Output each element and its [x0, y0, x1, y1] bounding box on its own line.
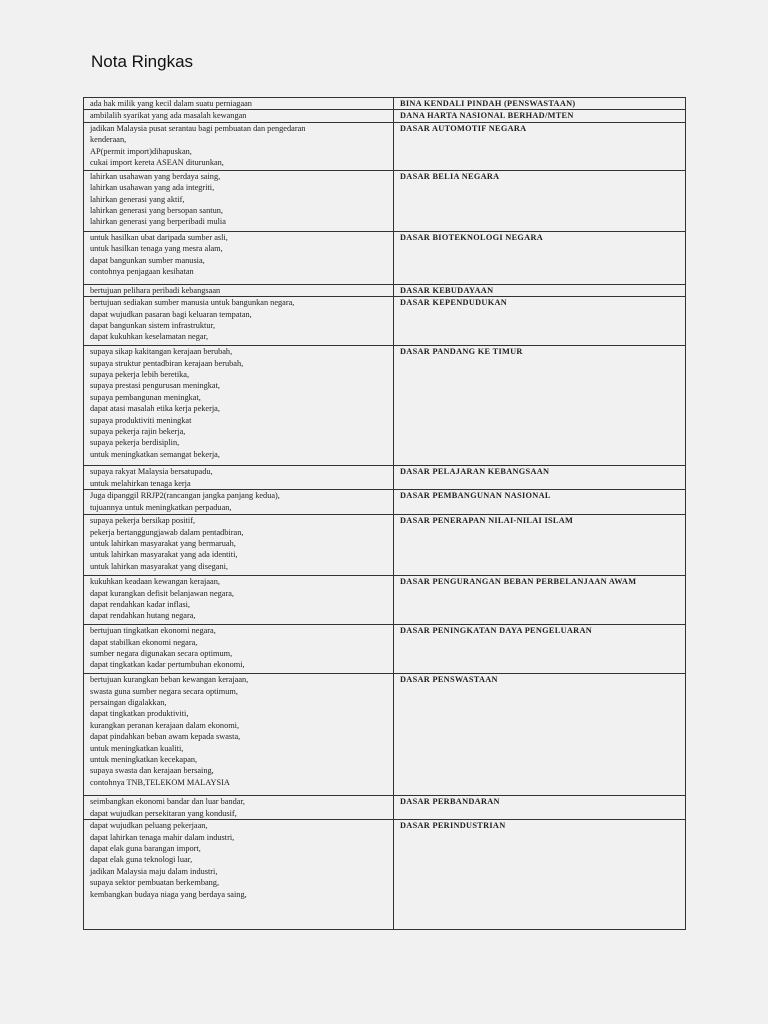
table-row — [84, 110, 686, 122]
description-cell — [84, 170, 394, 231]
policy-name-cell: DASAR PERINDUSTRIAN — [394, 820, 686, 930]
table-row — [84, 576, 686, 625]
description-line: dapat stabilkan ekonomi negara, — [90, 637, 198, 647]
table-row — [84, 170, 686, 231]
description-line: pekerja bertanggungjawab dalam pentadbiran, — [90, 527, 244, 537]
description-cell — [84, 110, 394, 122]
description-line: untuk hasilkan tenaga yang mesra alam, — [90, 244, 223, 254]
description-line: AP(permit import)dihapuskan, — [90, 146, 192, 156]
description-line: untuk meningkatkan kecekapan, — [90, 755, 198, 765]
description-cell — [84, 98, 394, 110]
description-line: supaya prestasi pengurusan meningkat, — [90, 381, 220, 391]
description-line: kenderaan, — [90, 135, 127, 145]
description-cell — [84, 796, 394, 820]
description-line: kembangkan budaya niaga yang berdaya saing, — [90, 889, 247, 899]
description-line: supaya rakyat Malaysia bersatupadu, — [90, 467, 213, 477]
description-line: supaya pembangunan meningkat, — [90, 392, 201, 402]
description-cell — [84, 284, 394, 296]
description-line: supaya struktur pentadbiran kerajaan berubah, — [90, 358, 244, 368]
description-line: tujuannya untuk meningkatkan perpaduan, — [90, 502, 232, 512]
policy-name-cell: DASAR BIOTEKNOLOGI NEGARA — [394, 231, 686, 284]
policy-name-cell: DASAR PEMBANGUNAN NASIONAL — [394, 490, 686, 515]
description-line: dapat elak guna barangan import, — [90, 844, 201, 854]
description-line: dapat wujudkan peluang pekerjaan, — [90, 821, 208, 831]
description-line: lahirkan generasi yang bersopan santun, — [90, 206, 223, 216]
table-row — [84, 490, 686, 515]
description-line: jadikan Malaysia maju dalam industri, — [90, 866, 218, 876]
description-line: untuk lahirkan masyarakat yang disegani, — [90, 561, 229, 571]
description-line: swasta guna sumber negara secara optimum, — [90, 686, 238, 696]
description-line: bertujuan kurangkan beban kewangan kerajaan, — [90, 675, 249, 685]
description-cell — [84, 515, 394, 576]
description-line: kurangkan peranan kerajaan dalam ekonomi, — [90, 720, 240, 730]
description-line: supaya sikap kakitangan kerajaan berubah, — [90, 347, 233, 357]
description-line: supaya pekerja rajin bekerja, — [90, 427, 186, 437]
table-row — [84, 284, 686, 296]
description-line: dapat elak guna teknologi luar, — [90, 855, 193, 865]
description-cell — [84, 625, 394, 674]
policy-name-cell: DASAR BELIA NEGARA — [394, 170, 686, 231]
table-row — [84, 98, 686, 110]
policy-name-cell: DANA HARTA NASIONAL BERHAD/MTEN — [394, 110, 686, 122]
table-row — [84, 297, 686, 346]
description-line: bertujuan pelihara peribadi kebangsaan — [90, 285, 221, 295]
table-row — [84, 674, 686, 796]
policy-name-cell: DASAR PANDANG KE TIMUR — [394, 346, 686, 466]
description-cell — [84, 576, 394, 625]
description-line: lahirkan generasi yang aktif, — [90, 194, 185, 204]
description-line: dapat rendahkan kadar inflasi, — [90, 600, 190, 610]
description-line: contohnya penjagaan kesihatan — [90, 267, 194, 277]
description-cell — [84, 674, 394, 796]
description-line: ada hak milik yang kecil dalam suatu perniagaan — [90, 99, 252, 108]
description-line: dapat kurangkan defisit belanjawan negara, — [90, 588, 234, 598]
description-line: supaya pekerja berdisiplin, — [90, 438, 180, 448]
description-line: untuk hasilkan ubat daripada sumber asli, — [90, 232, 228, 242]
description-line: bertujuan tingkatkan ekonomi negara, — [90, 626, 216, 636]
description-line: supaya produktiviti meningkat — [90, 415, 192, 425]
description-line: supaya pekerja bersikap positif, — [90, 516, 196, 526]
description-line: untuk lahirkan masyarakat yang bermaruah, — [90, 539, 236, 549]
page-title: Nota Ringkas — [91, 52, 194, 71]
table-row — [84, 466, 686, 490]
policy-name-cell: DASAR PELAJARAN KEBANGSAAN — [394, 466, 686, 490]
description-line: untuk meningkatkan kualiti, — [90, 743, 184, 753]
description-line: dapat atasi masalah etika kerja pekerja, — [90, 404, 220, 414]
description-line: bertujuan sediakan sumber manusia untuk bangunkan negara, — [90, 298, 295, 308]
description-line: dapat bangunkan sumber manusia, — [90, 255, 205, 265]
description-line: dapat pindahkan beban awam kepada swasta, — [90, 732, 241, 742]
description-line: lahirkan usahawan yang ada integriti, — [90, 183, 215, 193]
policy-name-cell: DASAR PENGURANGAN BEBAN PERBELANJAAN AWAM — [394, 576, 686, 625]
description-line: Juga dipanggil RRJP2(rancangan jangka panjang kedua), — [90, 491, 280, 501]
description-cell — [84, 820, 394, 930]
policy-name-cell: DASAR KEPENDUDUKAN — [394, 297, 686, 346]
table-row — [84, 231, 686, 284]
description-line: cukai import kereta ASEAN diturunkan, — [90, 158, 224, 168]
notes-table-body — [84, 98, 686, 930]
description-line: untuk melahirkan tenaga kerja — [90, 478, 191, 488]
description-line: lahirkan usahawan yang berdaya saing, — [90, 171, 221, 181]
notes-table — [83, 97, 686, 930]
table-row — [84, 796, 686, 820]
description-line: sumber negara digunakan secara optimum, — [90, 649, 233, 659]
description-line: supaya sektor pembuatan berkembang, — [90, 878, 220, 888]
table-row — [84, 515, 686, 576]
description-line: seimbangkan ekonomi bandar dan luar bandar, — [90, 797, 245, 807]
description-line: dapat bangunkan sistem infrastruktur, — [90, 321, 216, 331]
description-line: ambilalih syarikat yang ada masalah kewangan — [90, 111, 247, 121]
description-line: dapat lahirkan tenaga mahir dalam industri, — [90, 832, 235, 842]
description-cell — [84, 297, 394, 346]
description-cell — [84, 122, 394, 170]
description-cell — [84, 490, 394, 515]
description-line: dapat kukuhkan keselamatan negar, — [90, 332, 209, 342]
description-line: dapat wujudkan persekitaran yang kondusif, — [90, 808, 237, 818]
description-line: untuk lahirkan masyarakat yang ada identiti, — [90, 550, 238, 560]
description-line: jadikan Malaysia pusat serantau bagi pembuatan dan pengedaran — [90, 123, 306, 133]
policy-name-cell: BINA KENDALI PINDAH (PENSWASTAAN) — [394, 98, 686, 110]
description-line: persaingan digalakkan, — [90, 698, 167, 708]
table-row — [84, 122, 686, 170]
description-line: dapat wujudkan pasaran bagi keluaran tempatan, — [90, 309, 252, 319]
description-cell — [84, 346, 394, 466]
policy-name-cell: DASAR AUTOMOTIF NEGARA — [394, 122, 686, 170]
policy-name-cell: DASAR PENSWASTAAN — [394, 674, 686, 796]
description-line: dapat tingkatkan produktiviti, — [90, 709, 189, 719]
description-line: supaya swasta dan kerajaan bersaing, — [90, 766, 214, 776]
description-line: contohnya TNB,TELEKOM MALAYSIA — [90, 777, 230, 787]
policy-name-cell: DASAR PENINGKATAN DAYA PENGELUARAN — [394, 625, 686, 674]
description-line: kukuhkan keadaan kewangan kerajaan, — [90, 577, 220, 587]
description-cell — [84, 231, 394, 284]
policy-name-cell: DASAR KEBUDAYAAN — [394, 284, 686, 296]
description-line: untuk meningkatkan semangat bekerja, — [90, 449, 220, 459]
description-line: dapat tingkatkan kadar pertumbuhan ekonomi, — [90, 660, 245, 670]
description-cell — [84, 466, 394, 490]
description-line: dapat rendahkan hutang negara, — [90, 611, 196, 621]
policy-name-cell: DASAR PENERAPAN NILAI-NILAI ISLAM — [394, 515, 686, 576]
table-row — [84, 820, 686, 930]
table-row — [84, 625, 686, 674]
table-row — [84, 346, 686, 466]
description-line: supaya pekerja lebih beretika, — [90, 370, 190, 380]
policy-name-cell: DASAR PERBANDARAN — [394, 796, 686, 820]
description-line: lahirkan generasi yang berperibadi mulia — [90, 217, 226, 227]
